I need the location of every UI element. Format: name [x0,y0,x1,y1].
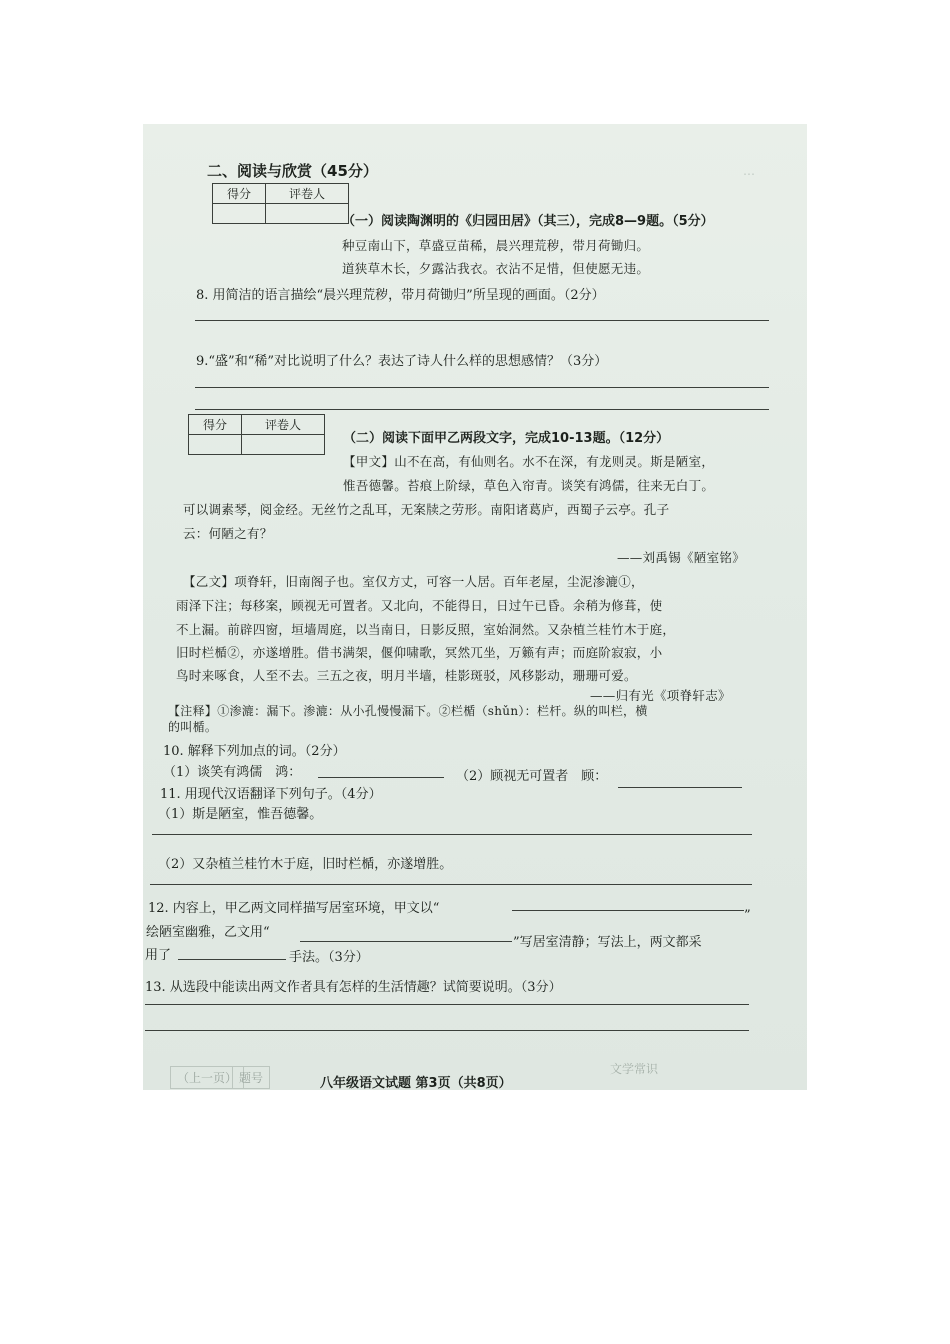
answer-line-q13-1[interactable] [145,1004,749,1005]
bleed-text: 文学常识 [610,1062,659,1076]
answer-line-q8[interactable] [195,320,769,321]
note-line-2: 的叫楯。 [168,720,218,734]
poem-line-2: 道狭草木长，夕露沾我衣。衣沾不足惜，但使愿无违。 [342,261,650,276]
jia-line-4: 云：何陋之有？ [183,526,273,541]
question-13: 13. 从选段中能读出两文作者具有怎样的生活情趣？试简要说明。（3分） [145,980,562,995]
part2-heading: （二）阅读下面甲乙两段文字，完成10-13题。（12分） [343,431,670,446]
jia-source: ——刘禹锡《陋室铭》 [617,550,746,565]
bleed-box-left: （上一页） [170,1066,244,1089]
grader-cell[interactable] [266,204,349,224]
answer-blank-q12-3[interactable] [178,959,286,960]
score-label-2: 得分 [189,415,242,435]
answer-line-q11-1[interactable] [152,834,752,835]
grader-label-2: 评卷人 [242,415,325,435]
score-label: 得分 [213,184,266,204]
question-11: 11. 用现代汉语翻译下列句子。（4分） [160,787,382,802]
question-10-2: （2）顾视无可置者 顾： [456,769,608,784]
score-box [212,183,349,224]
jia-line-3: 可以调素琴，阅金经。无丝竹之乱耳，无案牍之劳形。南阳诸葛庐，西蜀子云亭。孔子 [183,502,670,517]
jia-line-1: 【甲文】山不在高，有仙则名。水不在深，有龙则灵。斯是陋室， [343,454,715,469]
bleed-box-right: 题号 [232,1066,270,1089]
question-11-2: （2）又杂植兰桂竹木于庭，旧时栏楯，亦遂增胜。 [158,857,453,872]
answer-line-q9-1[interactable] [195,387,769,388]
yi-source: ——归有光《项脊轩志》 [590,688,731,703]
question-10: 10. 解释下列加点的词。（2分） [163,744,346,759]
score-box-2 [188,414,325,455]
part1-heading: （一）阅读陶渊明的《归园田居》（其三），完成8—9题。（5分） [342,214,714,229]
answer-line-q13-2[interactable] [145,1030,749,1031]
question-12-line-1: 12. 内容上，甲乙两文同样描写居室环境，甲文以“ [148,901,440,916]
answer-line-q11-2[interactable] [150,884,752,885]
score-cell-2[interactable] [189,435,242,455]
grader-label: 评卷人 [266,184,349,204]
answer-blank-q12-2[interactable] [300,941,512,942]
answer-blank-q10-2[interactable] [618,787,742,788]
section-title: 二、阅读与欣赏（45分） [207,162,378,180]
yi-line-4: 旧时栏楯②，亦遂增胜。借书满架，偃仰啸歌，冥然兀坐，万籁有声；而庭阶寂寂，小 [176,645,663,660]
question-12-line-3b: 手法。（3分） [289,950,369,965]
yi-line-2: 雨泽下注；每移案，顾视无可置者。又北向，不能得日，日过午已昏。余稍为修葺，使 [176,598,663,613]
question-12-line-3a: 用了 [145,948,172,963]
question-10-1: （1）谈笑有鸿儒 鸿： [163,765,302,780]
question-8: 8. 用简洁的语言描绘“晨兴理荒秽，带月荷锄归”所呈现的画面。（2分） [196,288,605,303]
score-cell[interactable] [213,204,266,224]
answer-line-q9-2[interactable] [195,409,769,410]
question-12-line-2a: 绘陋室幽雅，乙文用“ [146,925,270,940]
answer-blank-q10-1[interactable] [318,777,444,778]
question-12-line-2b: ”写居室清静；写法上，两文都采 [513,935,702,950]
yi-line-5: 鸟时来啄食，人至不去。三五之夜，明月半墙，桂影斑驳，风移影动，珊珊可爱。 [176,668,637,683]
poem-line-1: 种豆南山下，草盛豆苗稀，晨兴理荒秽，带月荷锄归。 [342,238,650,253]
question-11-1: （1）斯是陋室，惟吾德馨。 [158,807,323,822]
yi-line-1: 【乙文】项脊轩，旧南阁子也。室仅方丈，可容一人居。百年老屋，尘泥渗漉①， [183,574,644,589]
note-line-1: 【注释】①渗漉：漏下。渗漉：从小孔慢慢漏下。②栏楯（shǔn）：栏杆。纵的叫栏，横 [168,704,648,718]
answer-blank-q12-1[interactable] [512,910,744,911]
jia-line-2: 惟吾德馨。苔痕上阶绿，草色入帘青。谈笑有鸿儒，往来无白丁。 [343,478,715,493]
grader-cell-2[interactable] [242,435,325,455]
scanned-page-photo: … [143,124,807,1090]
question-9: 9.“盛”和“稀”对比说明了什么？表达了诗人什么样的思想感情？（3分） [196,354,608,369]
quote-mark-close: ” [744,908,751,923]
yi-line-3: 不上漏。前辟四窗，垣墙周庭，以当南日，日影反照，室始洞然。又杂植兰桂竹木于庭， [176,622,676,637]
page-footer: 八年级语文试题 第3页（共8页） [320,1076,512,1091]
